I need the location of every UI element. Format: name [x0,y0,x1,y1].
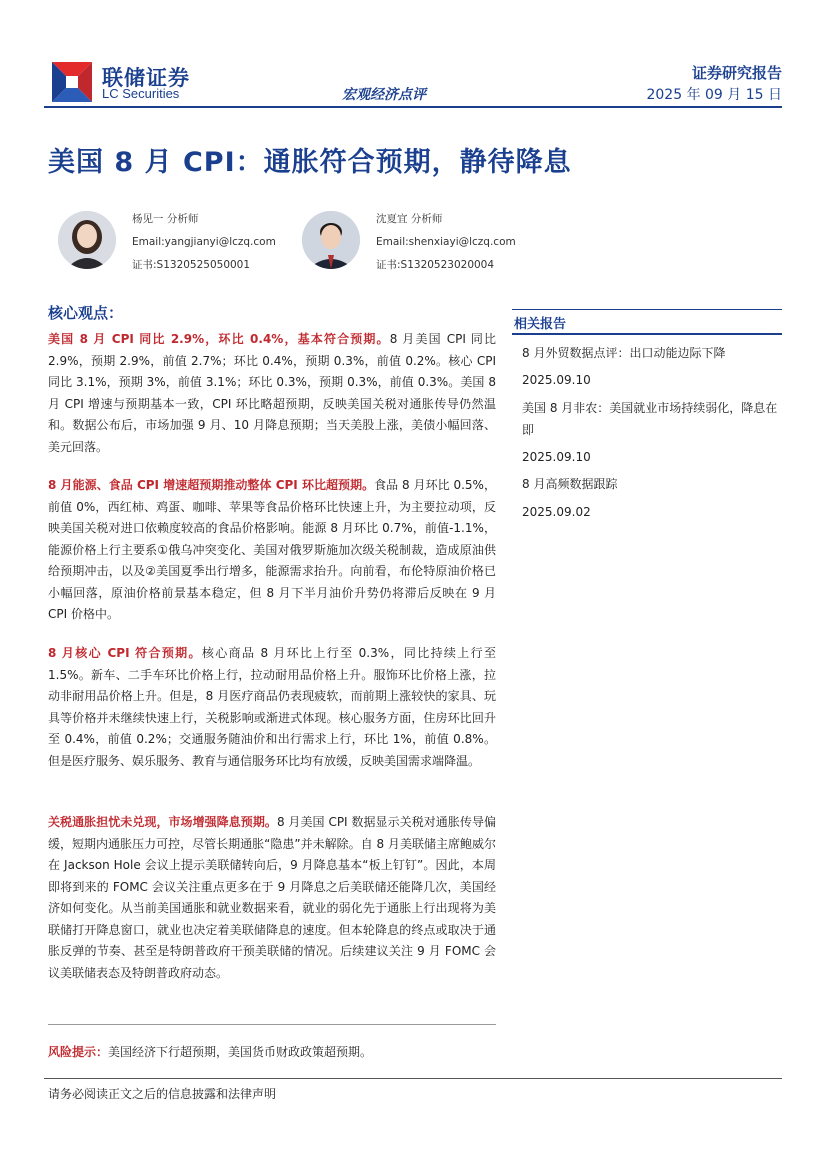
paragraph-body: 8 月美国 CPI 数据显示关税对通胀传导偏缓，短期内通胀压力可控，尽管长期通胀“隐患”并未解除。自 8 月美联储主席鲍威尔在 Jackson Hole 会议上提示美联储转向后，9 月降息基本“板上钉钉”。因此，本周即将到来的 FOMC 会议关注重点更多在于 9 月降息之后美联储还能降几次，美国经济如何变化。从当前美国通胀和就业数据来看，就业的弱化先于通胀上行出现将为美联储打开降息窗口，就业也决定着美联储降息的速度。但本轮降息的终点或取决于通胀反弹的节奏、甚至是特朗普政府干预美联储的情况。后续建议关注 9 月 FOMC 会议美联储表态及特朗普政府动态。 [48,815,496,980]
risk-divider [48,1024,496,1025]
report-type: 证券研究报告 [691,64,782,82]
related-title: 相关报告 [514,317,567,332]
brand-name-cn: 联储证券 [102,66,190,90]
paragraph-body: 8 月美国 CPI 同比 2.9%，预期 2.9%，前值 2.7%；环比 0.4%，预期 0.3%，前值 0.2%。核心 CPI 同比 3.1%，预期 3%，前值 3.1%；环比 0.3%，预期 0.3%，前值 0.3%。美国 8 月 CPI 增速与预期基本一致，CPI 环比略超预期，反映美国关税对通胀传导仍然温和。数据公布后，市场加强 9 月、10 月降息预期；当天美股上涨，美债小幅回落、美元回落。 [48,332,497,454]
related-report-link[interactable]: 8 月高频数据跟踪 [522,477,618,491]
related-report-date: 2025.09.02 [522,505,591,519]
paragraph-lead: 8 月能源、食品 CPI 增速超预期推动整体 CPI 环比超预期。 [48,478,375,492]
legal-disclaimer[interactable]: 请务必阅读正文之后的信息披露和法律声明 [48,1087,277,1101]
brand-name-en: LC Securities [102,86,180,101]
analyst-name: 沈夏宜 分析师 [376,213,443,225]
analyst-email[interactable]: Email:shenxiayi@lczq.com [376,236,516,248]
related-report-date: 2025.09.10 [522,450,591,464]
paragraph [48,812,496,984]
page-title: 美国 8 月 CPI：通胀符合预期，静待降息 [48,147,572,178]
paragraph [48,643,496,772]
related-report-link[interactable]: 美国 8 月非农：美国就业市场持续弱化，降息在即 [522,401,778,437]
analyst-cert: 证书:S1320525050001 [132,259,251,271]
paragraph [48,329,496,458]
paragraph-lead: 8 月核心 CPI 符合预期。 [48,646,202,660]
analyst-avatar [58,211,116,269]
paragraph-body: 食品 8 月环比 0.5%，前值 0%，西红柿、鸡蛋、咖啡、苹果等食品价格环比快速上升，为主要拉动项，反映美国关税对进口依赖度较高的食品价格影响。能源 8 月环比 0.7%，前值-1.1%，能源价格上行主要系①俄乌冲突变化、美国对俄罗斯施加次级关税制裁，造成原油供给预期冲击，以及②美国夏季出行增多，能源需求抬升。向前看，布伦特原油价格已小幅回落，原油价格前景基本稳定，但 8 月下半月油价升势仍将滞后反映在 9 月 CPI 价格中。 [48,478,496,621]
analyst-avatar [302,211,360,269]
risk-note [48,1043,372,1060]
footer-divider [44,1078,782,1079]
related-report-date: 2025.09.10 [522,373,591,387]
analyst-email[interactable]: Email:yangjianyi@lczq.com [132,236,276,248]
paragraph-lead: 美国 8 月 CPI 同比 2.9%，环比 0.4%，基本符合预期。 [48,332,390,346]
paragraph [48,475,496,626]
report-category: 宏观经济点评 [342,87,426,103]
report-date: 2025 年 09 月 15 日 [646,87,782,103]
risk-lead: 风险提示： [48,1045,109,1059]
related-report-link[interactable]: 8 月外贸数据点评：出口动能边际下降 [522,346,726,360]
section-title: 核心观点： [48,304,124,322]
risk-body: 美国经济下行超预期，美国货币财政政策超预期。 [108,1045,373,1059]
paragraph-lead: 关税通胀担忧未兑现，市场增强降息预期。 [48,815,277,829]
related-divider [512,333,782,335]
analyst-cert: 证书:S1320523020004 [376,259,495,271]
analyst-name: 杨见一 分析师 [132,213,199,225]
brand-logo-icon [52,62,92,102]
related-divider-top [512,309,782,310]
header-divider [44,106,782,108]
paragraph-body: 核心商品 8 月环比上行至 0.3%，同比持续上行至 1.5%。新车、二手车环比价格上行，拉动耐用品价格上升。服饰环比价格上涨，拉动非耐用品价格上升。但是，8 月医疗商品仍表现疲软，而前期上涨较快的家具、玩具等价格并未继续快速上行，关税影响或渐进式体现。核心服务方面，住房环比回升至 0.4%，前值 0.2%；交通服务随油价和出行需求上行，环比 1%，前值 0.8%。但是医疗服务、娱乐服务、教育与通信服务环比均有放缓，反映美国需求端降温。 [48,646,496,768]
